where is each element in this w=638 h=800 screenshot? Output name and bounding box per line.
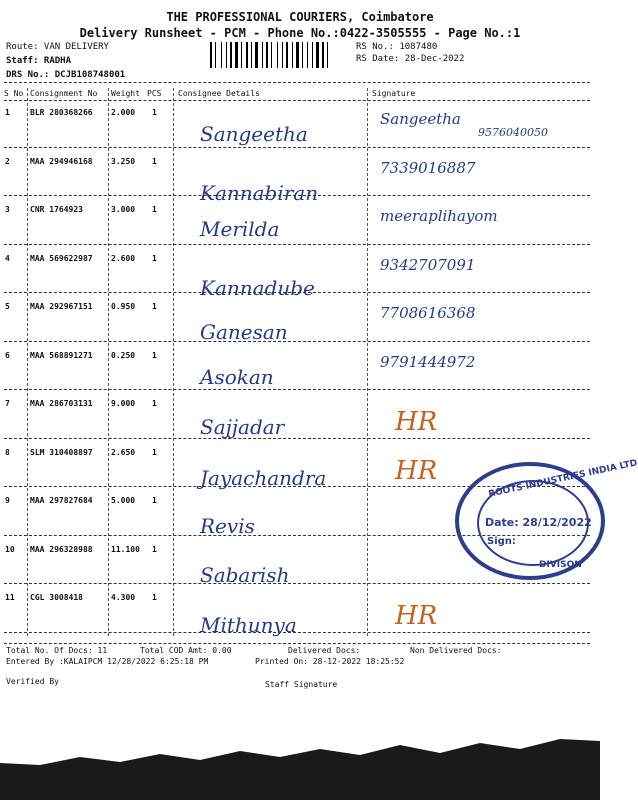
row-consignee-name: Revis: [200, 514, 255, 538]
row-consignee-name: Mithunya: [200, 613, 297, 637]
row-signature: 9342707091: [380, 256, 476, 274]
col-pcs: PCS: [147, 89, 162, 98]
staff-label: Staff: RADHA: [6, 56, 72, 66]
row-divider: [4, 341, 590, 342]
row-consignee-name: Sangeetha: [200, 122, 308, 146]
col-weight: Weight: [111, 89, 140, 98]
row-sno: 4: [5, 254, 10, 263]
row-weight: 0.250: [111, 351, 136, 360]
row-divider: [4, 438, 590, 439]
staff-signature: Staff Signature: [265, 680, 338, 689]
row-consignee-name: Asokan: [200, 365, 274, 389]
stamp-division: DIVISON: [539, 560, 582, 570]
row-signature-phone: 9576040050: [478, 126, 548, 139]
row-sno: 6: [5, 351, 10, 360]
row-sno: 7: [5, 399, 10, 408]
row-consignee-name: Sabarish: [200, 563, 290, 587]
row-pcs: 1: [152, 108, 157, 117]
row-divider: [4, 292, 590, 293]
row-sno: 1: [5, 108, 10, 117]
row-sno: 9: [5, 496, 10, 505]
company-title: THE PROFESSIONAL COURIERS, Coimbatore: [166, 10, 434, 24]
delivered-docs: Delivered Docs:: [288, 646, 361, 655]
row-sno: 8: [5, 448, 10, 457]
row-divider: [4, 244, 590, 245]
total-cod: Total COD Amt: 0.00: [140, 646, 232, 655]
row-consignment-no: MAA 296328988: [30, 545, 93, 554]
row-weight: 2.600: [111, 254, 136, 263]
row-pcs: 1: [152, 302, 157, 311]
row-signature: 7339016887: [380, 159, 476, 177]
row-divider: [4, 195, 590, 196]
row-sno: 5: [5, 302, 10, 311]
col-divider: [367, 88, 368, 636]
barcode-image: [210, 42, 350, 68]
col-divider: [108, 88, 109, 636]
row-divider: [4, 147, 590, 148]
runsheet-subtitle: Delivery Runsheet - PCM - Phone No.:0422-3505555 - Page No.:1: [79, 26, 521, 40]
row-consignee-name: Kannadube: [200, 276, 315, 300]
drs-number: DRS No.: DCJB108748001: [6, 70, 126, 80]
row-pcs: 1: [152, 351, 157, 360]
row-weight: 2.000: [111, 108, 136, 117]
row-consignment-no: MAA 568891271: [30, 351, 93, 360]
col-consignee: Consignee Details: [178, 89, 260, 98]
total-docs: Total No. Of Docs: 11: [6, 646, 108, 655]
row-signature: 7708616368: [380, 304, 476, 322]
row-weight: 3.000: [111, 205, 136, 214]
row-divider: [4, 389, 590, 390]
row-divider: [4, 632, 590, 633]
row-consignee-name: Kannabiran: [200, 181, 319, 205]
row-consignment-no: BLR 280368266: [30, 108, 93, 117]
row-hr-mark: HR: [395, 407, 438, 437]
row-pcs: 1: [152, 593, 157, 602]
row-consignment-no: CGL 3008418: [30, 593, 83, 602]
row-pcs: 1: [152, 157, 157, 166]
row-consignee-name: Ganesan: [200, 320, 288, 344]
company-stamp: [455, 458, 638, 580]
row-signature: 9791444972: [380, 353, 476, 371]
row-consignee-name: Merilda: [200, 217, 280, 241]
non-delivered-docs: Non Delivered Docs:: [410, 646, 502, 655]
row-hr-mark: HR: [395, 456, 438, 486]
row-consignment-no: MAA 297827684: [30, 496, 93, 505]
printed-on: Printed On: 28-12-2022 18:25:52: [255, 657, 405, 666]
col-consignment: Consignment No: [30, 89, 98, 98]
rs-number: RS No.: 1087480: [356, 42, 438, 52]
stamp-sign: Sign:: [487, 536, 516, 547]
row-consignee-name: Sajjadar: [200, 415, 285, 439]
header-divider: [4, 82, 590, 83]
row-hr-mark: HR: [395, 601, 438, 631]
torn-edge: [0, 705, 600, 800]
row-pcs: 1: [152, 545, 157, 554]
row-consignment-no: MAA 294946168: [30, 157, 93, 166]
row-weight: 0.950: [111, 302, 136, 311]
row-weight: 2.650: [111, 448, 136, 457]
route-label: Route: VAN DELIVERY: [6, 42, 109, 52]
column-header-divider: [4, 100, 590, 101]
row-weight: 9.000: [111, 399, 136, 408]
row-weight: 11.100: [111, 545, 140, 554]
row-divider: [4, 583, 590, 584]
stamp-date: Date: 28/12/2022: [485, 516, 592, 529]
row-pcs: 1: [152, 448, 157, 457]
col-signature: Signature: [372, 89, 416, 98]
row-sno: 10: [5, 545, 15, 554]
row-pcs: 1: [152, 205, 157, 214]
row-consignee-name: Jayachandra: [200, 466, 327, 490]
row-weight: 4.300: [111, 593, 136, 602]
row-consignment-no: CNR 1764923: [30, 205, 83, 214]
row-pcs: 1: [152, 496, 157, 505]
row-weight: 3.250: [111, 157, 136, 166]
row-pcs: 1: [152, 399, 157, 408]
row-weight: 5.000: [111, 496, 136, 505]
col-divider: [173, 88, 174, 636]
stamp-company: ROOTS INDUSTRIES INDIA LTD: [487, 458, 638, 500]
row-consignment-no: MAA 292967151: [30, 302, 93, 311]
row-signature: Sangeetha: [380, 110, 461, 128]
footer-divider: [4, 643, 590, 644]
rs-date: RS Date: 28-Dec-2022: [356, 54, 465, 64]
row-sno: 3: [5, 205, 10, 214]
verified-by: Verified By: [6, 677, 59, 686]
row-consignment-no: MAA 286703131: [30, 399, 93, 408]
row-consignment-no: SLM 310408897: [30, 448, 93, 457]
row-sno: 11: [5, 593, 15, 602]
col-sno: S No: [4, 89, 24, 98]
col-divider: [27, 88, 28, 636]
entered-by: Entered By :KALAIPCM 12/28/2022 6:25:18 PM: [6, 657, 209, 666]
row-consignment-no: MAA 569622987: [30, 254, 93, 263]
row-sno: 2: [5, 157, 10, 166]
row-pcs: 1: [152, 254, 157, 263]
row-signature: meeraplihayom: [380, 207, 498, 225]
